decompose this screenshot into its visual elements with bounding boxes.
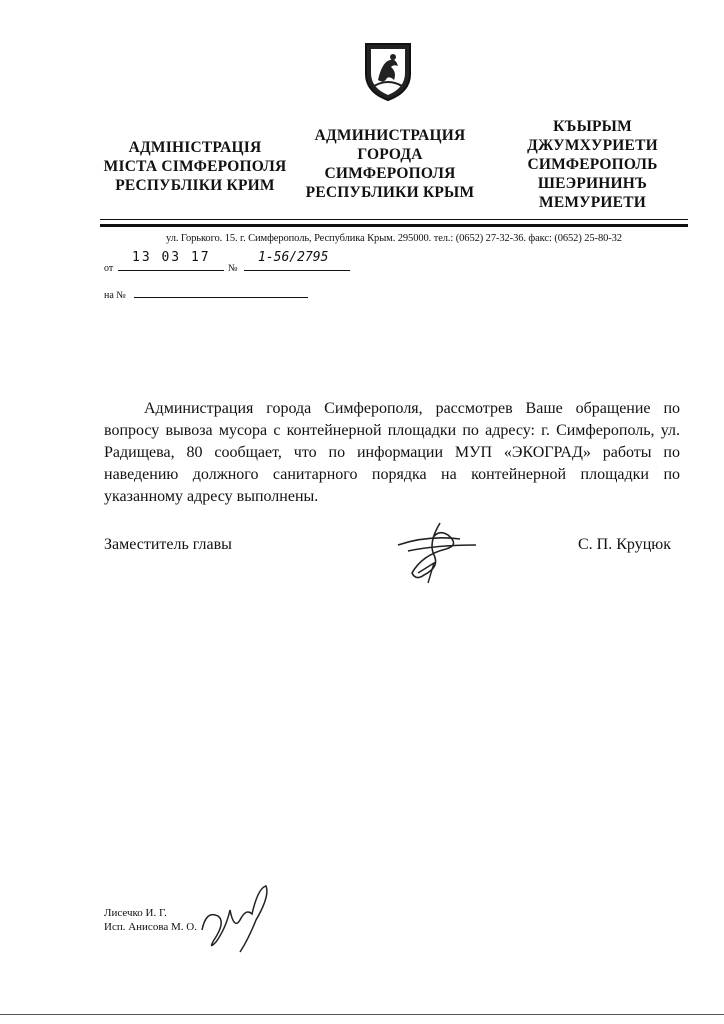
reply-to-field	[134, 283, 308, 298]
header-line: СИМФЕРОПОЛЯ	[324, 165, 456, 182]
header-line: АДМИНИСТРАЦИЯ	[314, 127, 466, 144]
header-line: ДЖУМХУРИЕТИ	[527, 137, 658, 154]
number-field	[244, 250, 350, 271]
date-value: 13 03 17	[132, 250, 211, 265]
header-divider-thin	[100, 219, 688, 220]
footer-line: Лисечко И. Г.	[104, 907, 167, 919]
number-value: 1-56/2795	[258, 250, 329, 265]
executor-signature-icon	[196, 880, 274, 956]
header-line: РЕСПУБЛИКИ КРЫМ	[305, 184, 475, 201]
header-line: ГОРОДА	[357, 146, 423, 163]
header-line: ШЕЭРИНИНЪ	[537, 175, 648, 192]
number-label: №	[228, 263, 238, 274]
date-field	[118, 250, 224, 271]
handwritten-signature-icon	[388, 515, 488, 587]
header-line: МЕМУРИЕТИ	[538, 194, 647, 211]
signatory-position: Заместитель главы	[104, 536, 232, 553]
header-ukrainian-name	[100, 138, 290, 195]
footer-note	[104, 906, 197, 934]
header-line: РЕСПУБЛІКИ КРИМ	[115, 177, 275, 194]
header-line: КЪЫРЫМ	[553, 118, 632, 135]
header-russian-name	[300, 126, 480, 202]
reply-to-label: на №	[104, 290, 126, 301]
header-line: СИМФЕРОПОЛЬ	[527, 156, 658, 173]
crimea-coat-of-arms-icon	[360, 40, 416, 102]
office-address: ул. Горького. 15. г. Симферополь, Республика Крым. 295000. тел.: (0652) 27-32-36. факс: (0652) 25-80-32	[166, 233, 622, 244]
header-crimean-tatar-name	[505, 117, 680, 212]
header-line: МІСТА СІМФЕРОПОЛЯ	[103, 158, 287, 175]
footer-line: Исп. Анисова М. О.	[104, 921, 197, 933]
from-label: от	[104, 263, 114, 274]
letter-body: Администрация города Симферополя, рассмотрев Ваше обращение по вопросу вывоза мусора с контейнерной площадки по адресу: г. Симферополь, ул. Радищева, 80 сообщает, что по информации МУП «ЭКОГРАД» работы по наведению должного санитарного порядка на контейнерной площадки по указанному адресу выполнены.	[104, 400, 680, 505]
page-bottom-edge	[0, 1014, 724, 1015]
header-divider-thick	[100, 224, 688, 227]
header-line: АДМІНІСТРАЦІЯ	[128, 139, 262, 156]
signatory-name: С. П. Круцюк	[578, 536, 671, 553]
